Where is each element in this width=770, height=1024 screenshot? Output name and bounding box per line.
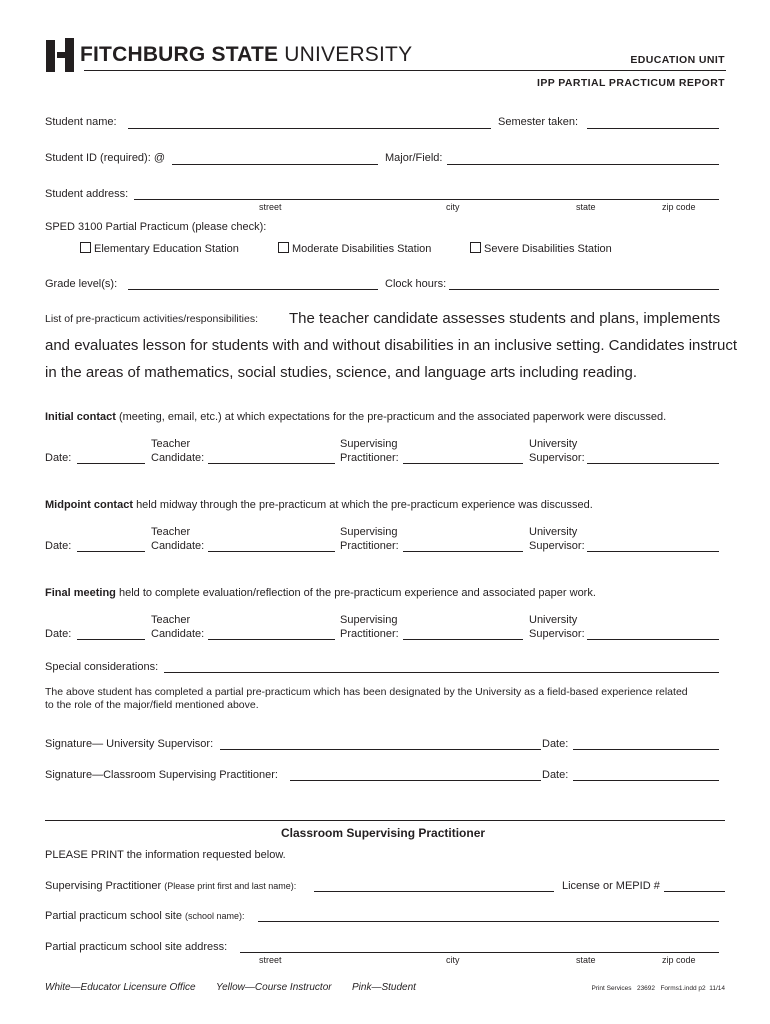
semester-field[interactable] xyxy=(587,128,719,129)
site-state-caption: state xyxy=(576,955,596,965)
grade-field[interactable] xyxy=(128,289,378,290)
initial-contact-desc: (meeting, email, etc.) at which expectations for the pre-practicum and the associated paperwork were discussed. xyxy=(118,411,667,423)
student-id-field[interactable] xyxy=(172,164,378,165)
initial-supervising-label: Supervising xyxy=(340,438,398,450)
sig-class-date-field[interactable] xyxy=(573,780,719,781)
footer-pink: Pink—Student xyxy=(352,982,416,993)
midpoint-contact-title: Midpoint contact xyxy=(45,499,133,511)
final-supervisor-label: Supervisor: xyxy=(529,628,585,640)
midpoint-contact xyxy=(45,499,593,511)
section-divider xyxy=(45,820,725,821)
midpoint-supervisor-field[interactable] xyxy=(587,551,719,552)
final-candidate-field[interactable] xyxy=(208,639,335,640)
final-date-field[interactable] xyxy=(77,639,145,640)
initial-date-label: Date: xyxy=(45,452,72,464)
footer-white: White—Educator Licensure Office xyxy=(45,982,196,993)
city-caption: city xyxy=(446,202,460,212)
special-field[interactable] xyxy=(164,672,719,673)
state-caption: state xyxy=(576,202,596,212)
sig-class-date-label: Date: xyxy=(542,769,569,781)
education-unit: EDUCATION UNIT xyxy=(630,54,725,66)
license-field[interactable] xyxy=(664,891,725,892)
site-name-label xyxy=(45,910,245,922)
address-field[interactable] xyxy=(134,199,719,200)
statement-line-2: to the role of the major/field mentioned above. xyxy=(45,699,259,711)
practitioner-section-title: Classroom Supervising Practitioner xyxy=(281,826,486,840)
final-meeting xyxy=(45,587,596,599)
report-title: IPP PARTIAL PRACTICUM REPORT xyxy=(537,77,725,89)
midpoint-date-label: Date: xyxy=(45,540,72,552)
site-note: (school name): xyxy=(185,911,245,921)
option-severe[interactable] xyxy=(470,242,612,255)
final-supervisor-field[interactable] xyxy=(587,639,719,640)
logo-bold: FITCHBURG STATE xyxy=(80,43,279,66)
option-moderate[interactable] xyxy=(278,242,431,255)
initial-supervisor-field[interactable] xyxy=(587,463,719,464)
elementary-label: Elementary Education Station xyxy=(94,243,239,255)
sig-univ-date-label: Date: xyxy=(542,738,569,750)
sp-name-label xyxy=(45,880,296,892)
activities-text-3: in the areas of mathematics, social studies, science, and language arts including reading. xyxy=(45,364,638,381)
final-date-label: Date: xyxy=(45,628,72,640)
site-street-caption: street xyxy=(259,955,282,965)
sig-univ-field[interactable] xyxy=(220,749,541,750)
final-practitioner-label: Practitioner: xyxy=(340,628,399,640)
student-id-label: Student ID (required): @ xyxy=(45,152,165,164)
site-zip-caption: zip code xyxy=(662,955,696,965)
zip-caption: zip code xyxy=(662,202,696,212)
initial-practitioner-label: Practitioner: xyxy=(340,452,399,464)
initial-contact xyxy=(45,411,666,423)
final-meeting-desc: held to complete evaluation/reflection of the pre-practicum experience and associated paper work. xyxy=(118,587,596,599)
midpoint-date-field[interactable] xyxy=(77,551,145,552)
initial-practitioner-field[interactable] xyxy=(403,463,523,464)
initial-teacher-label: Teacher xyxy=(151,438,191,450)
license-label: License or MEPID # xyxy=(562,880,660,892)
option-elementary[interactable] xyxy=(80,242,239,255)
sig-univ-label: Signature— University Supervisor: xyxy=(45,738,214,750)
clock-hours-label: Clock hours: xyxy=(385,278,447,290)
site-name-field[interactable] xyxy=(258,921,719,922)
final-university-label: University xyxy=(529,614,578,626)
university-logo-icon xyxy=(46,38,74,72)
moderate-label: Moderate Disabilities Station xyxy=(292,243,432,255)
clock-hours-field[interactable] xyxy=(449,289,719,290)
site-address-label: Partial practicum school site address: xyxy=(45,941,228,953)
student-name-label: Student name: xyxy=(45,116,117,128)
midpoint-practitioner-label: Practitioner: xyxy=(340,540,399,552)
initial-contact-title: Initial contact xyxy=(45,411,116,423)
grade-label: Grade level(s): xyxy=(45,278,118,290)
midpoint-candidate-field[interactable] xyxy=(208,551,335,552)
final-teacher-label: Teacher xyxy=(151,614,191,626)
statement-line-1: The above student has completed a partial pre-practicum which has been designated by the University as a field-based experience related xyxy=(45,686,688,698)
initial-supervisor-label: Supervisor: xyxy=(529,452,585,464)
initial-candidate-label: Candidate: xyxy=(151,452,205,464)
moderate-checkbox[interactable] xyxy=(278,242,289,253)
initial-candidate-field[interactable] xyxy=(208,463,335,464)
footer-print-info: Print Services 23692 Forms1.indd p2 11/14 xyxy=(591,985,725,992)
elementary-checkbox[interactable] xyxy=(80,242,91,253)
sig-univ-date-field[interactable] xyxy=(573,749,719,750)
final-supervising-label: Supervising xyxy=(340,614,398,626)
sp-label: Supervising Practitioner xyxy=(45,880,162,892)
severe-label: Severe Disabilities Station xyxy=(484,243,612,255)
midpoint-university-label: University xyxy=(529,526,578,538)
major-field[interactable] xyxy=(447,164,719,165)
site-city-caption: city xyxy=(446,955,460,965)
midpoint-supervising-label: Supervising xyxy=(340,526,398,538)
midpoint-candidate-label: Candidate: xyxy=(151,540,205,552)
sped-title: SPED 3100 Partial Practicum (please check): xyxy=(45,221,267,233)
semester-label: Semester taken: xyxy=(498,116,579,128)
student-name-field[interactable] xyxy=(128,128,491,129)
severe-checkbox[interactable] xyxy=(470,242,481,253)
major-label: Major/Field: xyxy=(385,152,443,164)
address-label: Student address: xyxy=(45,188,129,200)
midpoint-practitioner-field[interactable] xyxy=(403,551,523,552)
initial-university-label: University xyxy=(529,438,578,450)
midpoint-supervisor-label: Supervisor: xyxy=(529,540,585,552)
university-name xyxy=(80,43,412,67)
street-caption: street xyxy=(259,202,282,212)
logo-light: UNIVERSITY xyxy=(284,43,413,66)
sp-note: (Please print first and last name): xyxy=(164,881,297,891)
final-practitioner-field[interactable] xyxy=(403,639,523,640)
header-rule xyxy=(84,70,726,71)
sig-class-label: Signature—Classroom Supervising Practitioner: xyxy=(45,769,278,781)
activities-text-1: The teacher candidate assesses students and plans, implements xyxy=(289,310,721,327)
final-meeting-title: Final meeting xyxy=(45,587,116,599)
final-candidate-label: Candidate: xyxy=(151,628,205,640)
initial-date-field[interactable] xyxy=(77,463,145,464)
sig-class-field[interactable] xyxy=(290,780,541,781)
midpoint-teacher-label: Teacher xyxy=(151,526,191,538)
sp-name-field[interactable] xyxy=(314,891,554,892)
special-label: Special considerations: xyxy=(45,661,159,673)
activities-label: List of pre-practicum activities/responsibilities: xyxy=(45,313,258,325)
footer-yellow: Yellow—Course Instructor xyxy=(216,982,332,993)
activities-text-2: and evaluates lesson for students with and without disabilities in an inclusive setting. Candidates instruct xyxy=(45,337,738,354)
midpoint-contact-desc: held midway through the pre-practicum at which the pre-practicum experience was discussed. xyxy=(136,499,593,511)
print-note: PLEASE PRINT the information requested below. xyxy=(45,849,286,861)
site-address-field[interactable] xyxy=(240,952,719,953)
site-label: Partial practicum school site xyxy=(45,910,182,922)
